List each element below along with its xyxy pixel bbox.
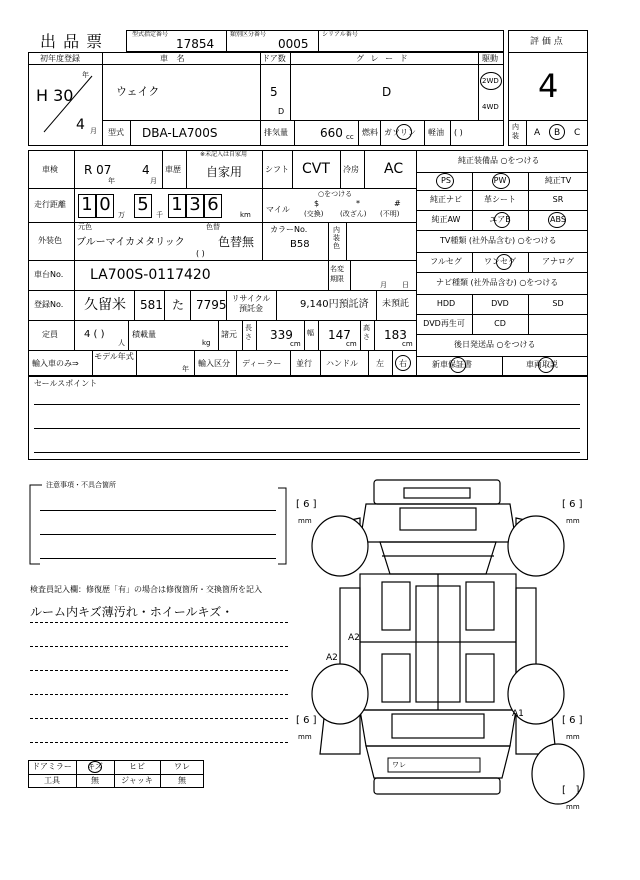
meter-circle-note: ○をつける	[318, 190, 353, 198]
capacity-label: 定員	[42, 330, 58, 339]
car-name-label: 車 名	[160, 54, 188, 63]
title-change-label: 名変期限	[330, 265, 344, 283]
interior-grade-a: A	[534, 128, 541, 138]
tire-rr-unit: mm	[566, 733, 580, 741]
width-label: 幅	[307, 329, 314, 337]
category-label: 類別区分番号	[230, 31, 267, 38]
tv-fullseg: フルセグ	[430, 257, 462, 266]
meter-unknown: (不明)	[380, 210, 400, 218]
first-reg-year-unit: 年	[82, 71, 89, 79]
shift-value: CVT	[302, 161, 330, 177]
mileage-sen-unit: 千	[156, 211, 163, 219]
displacement-label: 排気量	[264, 128, 288, 137]
page-title: 出 品 票	[40, 32, 104, 51]
meter-dollar: $	[314, 199, 320, 208]
load-label: 積載量	[132, 330, 156, 339]
mileage-man-unit: 万	[118, 211, 125, 219]
oem-title: 純正装備品 ○をつける	[458, 156, 540, 165]
tire-rl-unit: mm	[298, 733, 312, 741]
first-reg-month: 4	[76, 117, 85, 133]
tire-spare-unit: mm	[566, 803, 580, 811]
ac-label: 冷房	[343, 165, 359, 174]
model-value: DBA-LA700S	[142, 126, 218, 140]
color-no-label: カラーNo.	[270, 225, 308, 234]
model-label: 型式	[108, 128, 124, 137]
navi-hdd: HDD	[436, 299, 456, 308]
send-manual: 車両取説	[526, 360, 558, 369]
history-value: 自家用	[206, 165, 243, 179]
first-reg-year: H 30	[36, 86, 74, 105]
legend-jack: ジャッキ	[121, 776, 153, 785]
handle-left: 左	[376, 359, 384, 368]
chassis-label: 車台No.	[34, 270, 64, 279]
length-value: 339	[270, 328, 293, 342]
reg-area: 久留米	[84, 297, 126, 313]
reg-label: 登録No.	[34, 300, 64, 309]
tv-analog: アナログ	[542, 257, 574, 266]
interior-grade-b-circle	[549, 124, 565, 140]
inspection-year: R 07	[84, 163, 112, 177]
handle-label: ハンドル	[326, 359, 358, 368]
grade-value: D	[382, 85, 392, 99]
recycle-label: リサイクル預託金	[231, 294, 271, 313]
tire-spare-depth: [ ]	[562, 785, 580, 796]
drive-4wd: 4WD	[482, 103, 499, 111]
oem-abs: ABS	[550, 215, 566, 224]
recycle-value: 9,140円預託済	[300, 299, 369, 310]
mileage-km-unit: km	[240, 211, 251, 219]
damage-mark-a2-door: A2	[348, 633, 360, 643]
legend-scratch: キズ	[87, 762, 103, 771]
chassis-value: LA700S-0117420	[90, 267, 211, 283]
inspection-label: 車検	[42, 165, 58, 174]
model-year-unit: 年	[182, 365, 189, 373]
tv-oneseg: ワンセグ	[484, 257, 516, 266]
score-label: 評 価 点	[530, 37, 563, 47]
mileage-digit-2: 0	[99, 194, 111, 215]
damage-mark-a2-fender: A2	[326, 653, 338, 663]
legend-crack: ヒビ	[129, 762, 145, 771]
oem-pw: PW	[493, 176, 507, 185]
model-year-label: モデル年式	[94, 352, 134, 361]
import-parallel: 並行	[296, 359, 312, 368]
capacity-unit: 人	[118, 339, 125, 347]
drive-label: 駆動	[482, 54, 498, 63]
height-label: 高さ	[363, 324, 370, 341]
handle-right: 右	[399, 359, 407, 368]
inspector-text: ルーム内キズ薄汚れ・ホイールキズ・	[30, 605, 234, 619]
score-value: 4	[538, 67, 559, 105]
title-change-month-unit: 月	[380, 281, 387, 289]
load-unit: kg	[202, 339, 211, 347]
tire-fr-unit: mm	[566, 517, 580, 525]
fuel-gasoline: ガソリン	[384, 128, 416, 137]
history-label: 車歴	[165, 165, 181, 174]
displacement-unit: cc	[346, 133, 354, 141]
history-note: ※未記入は自家用	[200, 151, 248, 158]
drive-2wd-circle	[480, 72, 502, 90]
sales-points-box	[28, 376, 588, 460]
oem-sunroof: SR	[552, 195, 564, 204]
inspection-year-unit: 年	[108, 177, 115, 185]
interior-color-label: 内装色	[333, 226, 340, 250]
first-reg-month-unit: 月	[90, 127, 97, 135]
legend-break: ワレ	[174, 762, 190, 771]
approval-label: 型式指定番号	[132, 31, 169, 38]
send-title: 後日発送品 ○をつける	[454, 340, 536, 349]
reg-class: 581	[140, 298, 163, 312]
length-unit: cm	[290, 340, 301, 348]
first-reg-label: 初年度登録	[40, 54, 80, 63]
height-unit: cm	[402, 340, 413, 348]
orig-color-label: 元色	[78, 223, 92, 231]
dimension-label: 諸元	[221, 330, 237, 339]
tire-fl-unit: mm	[298, 517, 312, 525]
oem-ps: PS	[441, 176, 451, 185]
dvd-playback: DVD再生可	[423, 319, 465, 328]
meter-mile: マイル	[266, 205, 290, 214]
mileage-digit-1: 1	[81, 194, 93, 215]
navi-title: ナビ種類 (社外品含む) ○をつける	[436, 278, 559, 287]
reg-number: 7795	[196, 298, 227, 312]
mileage-digit-4: 1	[171, 194, 183, 215]
drive-2wd: 2WD	[482, 77, 499, 85]
import-dealer: ディーラー	[242, 359, 282, 368]
first-reg-slash	[40, 70, 96, 136]
tire-rr-depth: [ 6 ]	[562, 715, 583, 726]
doors-sub: D	[278, 107, 285, 116]
doors-label: ドア数	[262, 54, 286, 63]
legend-tools: 工具	[44, 776, 60, 785]
interior-grade-c: C	[574, 128, 581, 138]
width-unit: cm	[346, 340, 357, 348]
oem-leather: 革シート	[484, 195, 516, 204]
inspector-note: 検査員記入欄：修復歴「有」の場合は修復箇所・交換箇所を記入	[30, 585, 262, 594]
interior-grade-label: 内装	[512, 123, 519, 140]
approval-number: 17854	[176, 37, 215, 51]
orig-color-value: ブルーマイカメタリック	[76, 237, 185, 248]
notes-label: 注意事項・不具合箇所	[46, 481, 116, 489]
handle-right-circle	[395, 355, 411, 371]
legend-door-mirror: ドアミラー	[32, 762, 72, 771]
mileage-digit-6: 6	[207, 194, 219, 215]
width-value: 147	[328, 328, 351, 342]
meter-exchange: (交換)	[304, 210, 324, 218]
tire-rl-depth: [ 6 ]	[296, 715, 317, 726]
notes-bracket	[28, 481, 290, 568]
repaint-label: 色替	[206, 223, 220, 231]
oem-aw: 純正AW	[431, 215, 461, 224]
send-warranty: 新車保証書	[432, 360, 472, 369]
oem-airbag: エアB	[489, 215, 511, 224]
navi-sd: SD	[552, 299, 564, 308]
fuel-gasoline-circle	[396, 124, 412, 140]
doors-value: 5	[270, 85, 278, 99]
color-no-value: B58	[290, 239, 310, 250]
shift-label: シフト	[265, 165, 289, 174]
damage-mark-a1: A1	[512, 709, 524, 719]
repaint-paren: ( )	[196, 249, 205, 258]
car-name: ウェイク	[116, 85, 160, 98]
inspection-month-unit: 月	[150, 177, 157, 185]
mileage-digit-5: 3	[189, 194, 201, 215]
fuel-other: ( )	[454, 128, 463, 137]
displacement-value: 660	[320, 126, 343, 140]
navi-dvd: DVD	[491, 299, 509, 308]
legend-jack-value: 無	[178, 776, 186, 785]
serial-label: シリアル番号	[322, 31, 358, 38]
legend-tools-value: 無	[91, 776, 99, 785]
reg-kana: た	[172, 298, 185, 312]
tire-fl-depth: [ 6 ]	[296, 499, 317, 510]
fuel-label: 燃料	[362, 128, 378, 137]
repaint-value: 色替無	[218, 235, 255, 249]
import-type-label: 輸入区分	[198, 359, 230, 368]
color-label: 外装色	[38, 236, 62, 245]
height-value: 183	[384, 328, 407, 342]
import-label: 輸入車のみ⇒	[32, 359, 79, 368]
inspection-month: 4	[142, 163, 150, 177]
interior-grade-b: B	[554, 128, 561, 138]
capacity-value: 4 ( )	[84, 329, 105, 340]
ac-value: AC	[384, 161, 404, 177]
sales-points-label: セールスポイント	[34, 379, 98, 388]
oem-navi: 純正ナビ	[430, 195, 462, 204]
grade-label: グ レ ー ド	[356, 54, 410, 63]
meter-tampered: (改ざん)	[340, 210, 367, 218]
tv-title: TV種類 (社外品含む) ○をつける	[440, 236, 557, 245]
meter-star: *	[356, 199, 360, 208]
tire-fr-depth: [ 6 ]	[562, 499, 583, 510]
cd-label: CD	[494, 319, 506, 328]
car-damage-diagram	[296, 478, 596, 818]
oem-tv: 純正TV	[544, 176, 572, 185]
recycle-status: 未預託	[382, 299, 410, 309]
mileage-label: 走行距離	[34, 200, 66, 209]
fuel-light-oil: 軽油	[428, 128, 444, 137]
length-label: 長さ	[245, 324, 252, 341]
glass-label: ワレ	[392, 761, 406, 769]
meter-hash: #	[394, 199, 401, 208]
mileage-digit-3: 5	[137, 194, 149, 215]
category-number: 0005	[278, 37, 309, 51]
